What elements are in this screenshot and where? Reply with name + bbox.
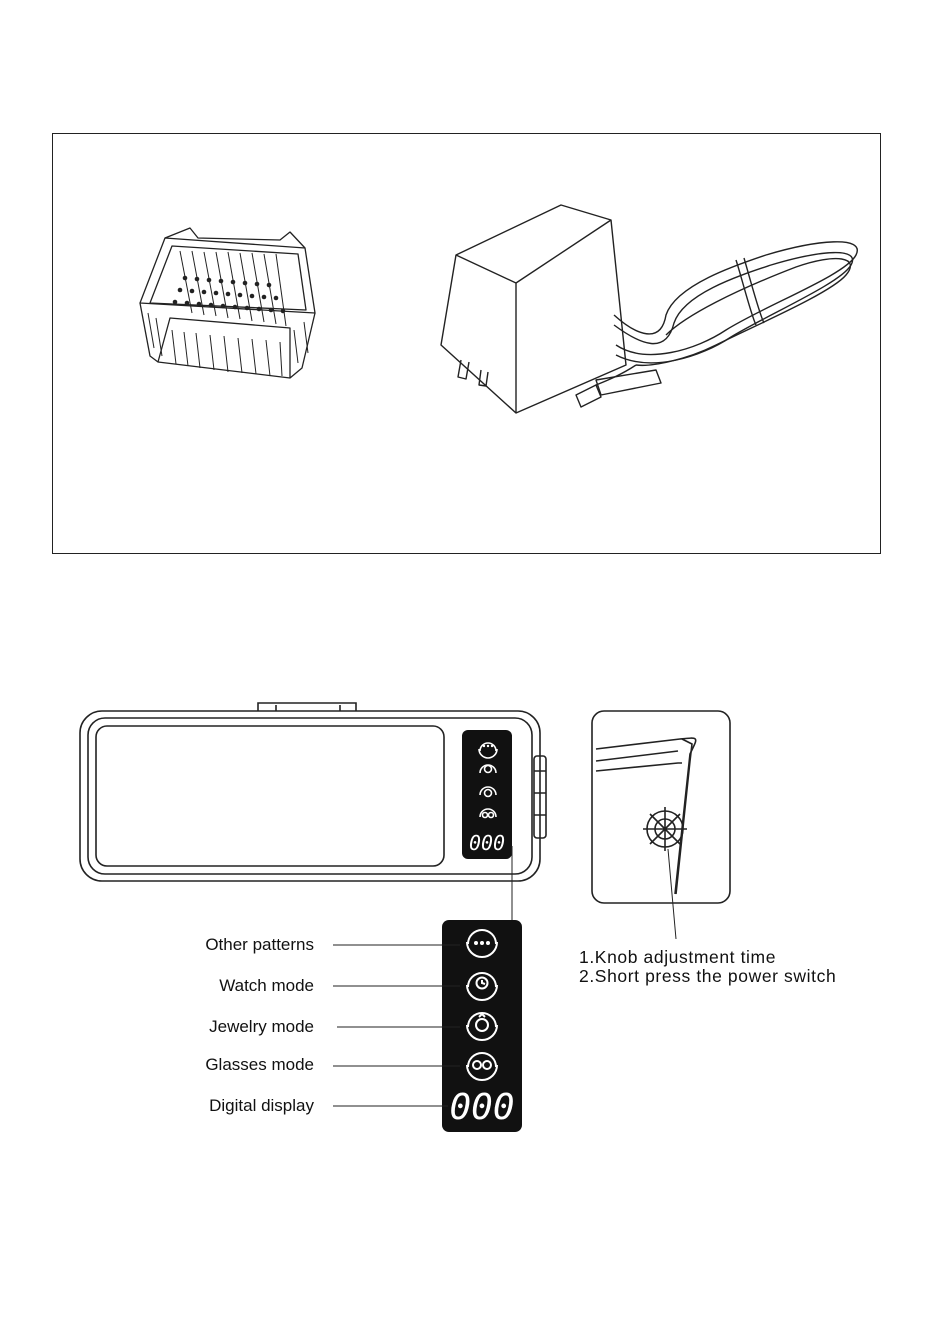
label-glasses-mode: Glasses mode bbox=[205, 1055, 314, 1074]
display-readout-large: 000 bbox=[449, 1087, 515, 1128]
label-watch-mode: Watch mode bbox=[219, 976, 314, 995]
knob-note-1: 1.Knob adjustment time bbox=[579, 947, 777, 967]
label-digital-display: Digital display bbox=[209, 1096, 314, 1115]
knob-note-2: 2.Short press the power switch bbox=[579, 966, 837, 986]
label-jewelry-mode: Jewelry mode bbox=[209, 1017, 314, 1036]
label-other-patterns: Other patterns bbox=[205, 935, 314, 954]
display-readout-small: 000 bbox=[468, 831, 506, 855]
